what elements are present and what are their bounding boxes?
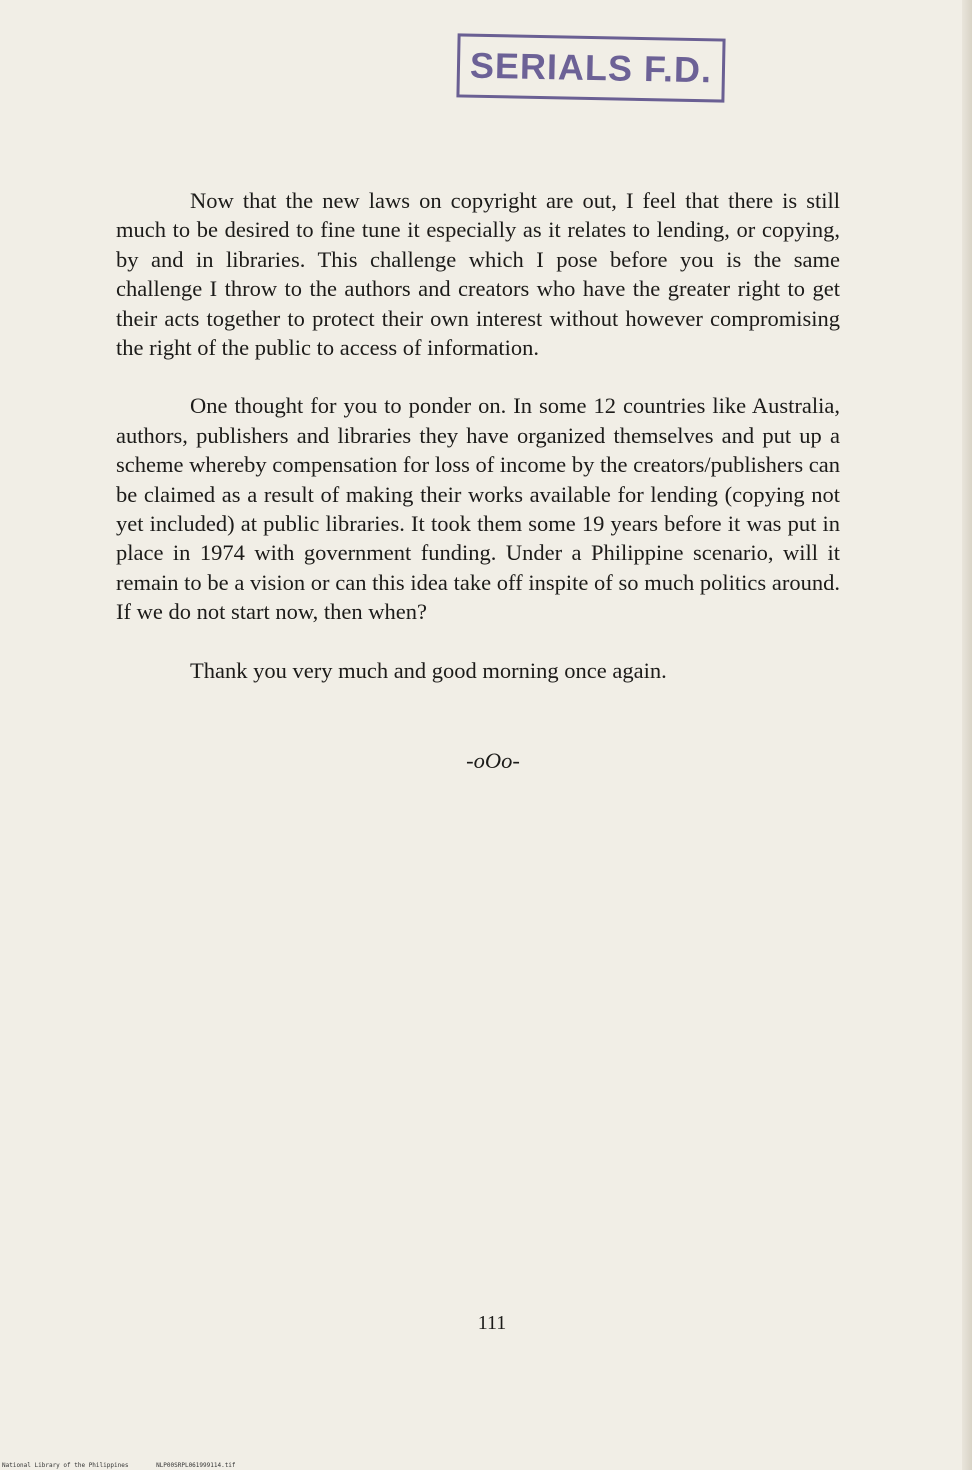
paragraph-copyright: Now that the new laws on copyright are out, I feel that there is still much to be desired to fine tune it especially as it relates to lending, or copying, by and in libraries. This challenge which I pose before you is the same challenge I throw to the authors and creators who have the greater right to get their acts together to protect their own interest without however compromising the right of the public to access of information. bbox=[116, 188, 840, 361]
section-separator: -oOo- bbox=[466, 748, 520, 773]
paragraph-australia-scheme: One thought for you to ponder on. In some 12 countries like Australia, authors, publishers and libraries they have organized themselves and put up a scheme whereby compensation for loss of income by the creators/publishers can be claimed as a result of making their works available for lending (copying not yet included) at public libraries. It took them some 19 years before it was put in place in 1974 with government funding. Under a Philippine scenario, will it remain to be a vision or can this idea take off inspite of so much politics around. If we do not start now, then when? bbox=[116, 393, 840, 625]
page-edge bbox=[962, 0, 972, 1470]
stamp-text: SERIALS F.D. bbox=[469, 44, 713, 91]
footer-library: National Library of the Philippines bbox=[2, 1462, 129, 1469]
page-number: 111 bbox=[477, 1312, 507, 1334]
serials-stamp bbox=[456, 33, 725, 102]
footer-filename: NLP00SRPL061999114.tif bbox=[156, 1462, 236, 1469]
scan-footer bbox=[2, 1462, 236, 1469]
body-text bbox=[116, 186, 840, 685]
closing-line: Thank you very much and good morning once again. bbox=[190, 657, 667, 683]
